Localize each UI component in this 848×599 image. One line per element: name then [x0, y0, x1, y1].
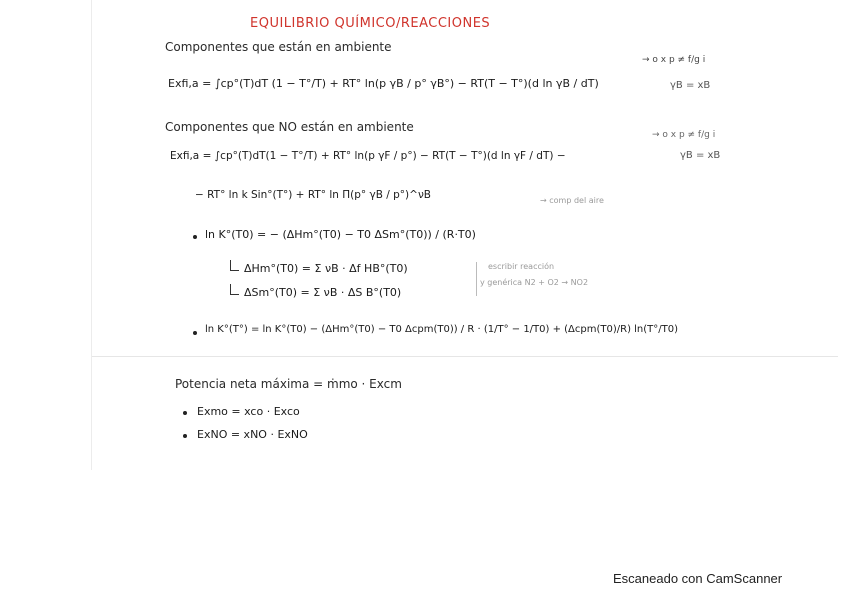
formula-delta-s: ΔSm°(T0) = Σ νB · ΔS B°(T0) — [244, 286, 402, 299]
bullet-dot — [193, 331, 197, 335]
section2-gamma: γB = xB — [680, 150, 721, 161]
section2-heading: Componentes que NO están en ambiente — [165, 120, 414, 134]
section1-equation: Exfi,a = ∫cp°(T)dT (1 − T°/T) + RT° ln(p γB / p° γB°) − RT(T − T°)(d ln γB / dT) — [168, 77, 599, 90]
margin-line — [91, 0, 92, 470]
section1-heading: Componentes que están en ambiente — [165, 40, 392, 54]
bullet-dot — [183, 411, 187, 415]
section2-note: → o x p ≠ f/g i — [652, 130, 716, 140]
formula-note-line2: y genérica N2 + O2 → NO2 — [480, 278, 589, 287]
formula-lnk-t0: ln K°(T0) = − (ΔHm°(T0) − T0 ΔSm°(T0)) / (R·T0) — [205, 228, 476, 241]
section2-equation-line2-note: → comp del aire — [540, 196, 604, 205]
section3-heading: Potencia neta máxima = ṁmo · Excm — [175, 377, 402, 391]
formula-lnk-tamb: ln K°(T°) = ln K°(T0) − (ΔHm°(T0) − T0 Δcpm(T0)) / R · (1/T° − 1/T0) + (Δcpm(T0)/R) ln(T°/T0) — [205, 324, 679, 335]
bullet-dot — [193, 235, 197, 239]
section-divider — [92, 356, 838, 357]
section1-gamma: γB = xB — [670, 80, 711, 91]
sub-arrow-icon — [230, 284, 239, 295]
exergy-item-mo: Exmo = xco · Exco — [197, 405, 300, 418]
section2-equation-line2: − RT° ln k Sin°(T°) + RT° ln Π(p° γB / p°)^νB — [195, 189, 432, 201]
section1-note: → o x p ≠ f/g i — [642, 55, 706, 65]
formula-delta-h: ΔHm°(T0) = Σ νB · Δf HB°(T0) — [244, 262, 408, 275]
scanner-watermark: Escaneado con CamScanner — [613, 571, 783, 586]
exergy-item-no: ExNO = xNO · ExNO — [197, 428, 308, 441]
formula-note-line1: escribir reacción — [488, 262, 555, 271]
section2-equation-line1: Exfi,a = ∫cp°(T)dT(1 − T°/T) + RT° ln(p γF / p°) − RT(T − T°)(d ln γF / dT) − — [170, 150, 566, 162]
bullet-dot — [183, 434, 187, 438]
page-title: EQUILIBRIO QUÍMICO/REACCIONES — [250, 16, 491, 31]
sub-arrow-icon — [230, 260, 239, 271]
brace-line — [476, 262, 477, 296]
